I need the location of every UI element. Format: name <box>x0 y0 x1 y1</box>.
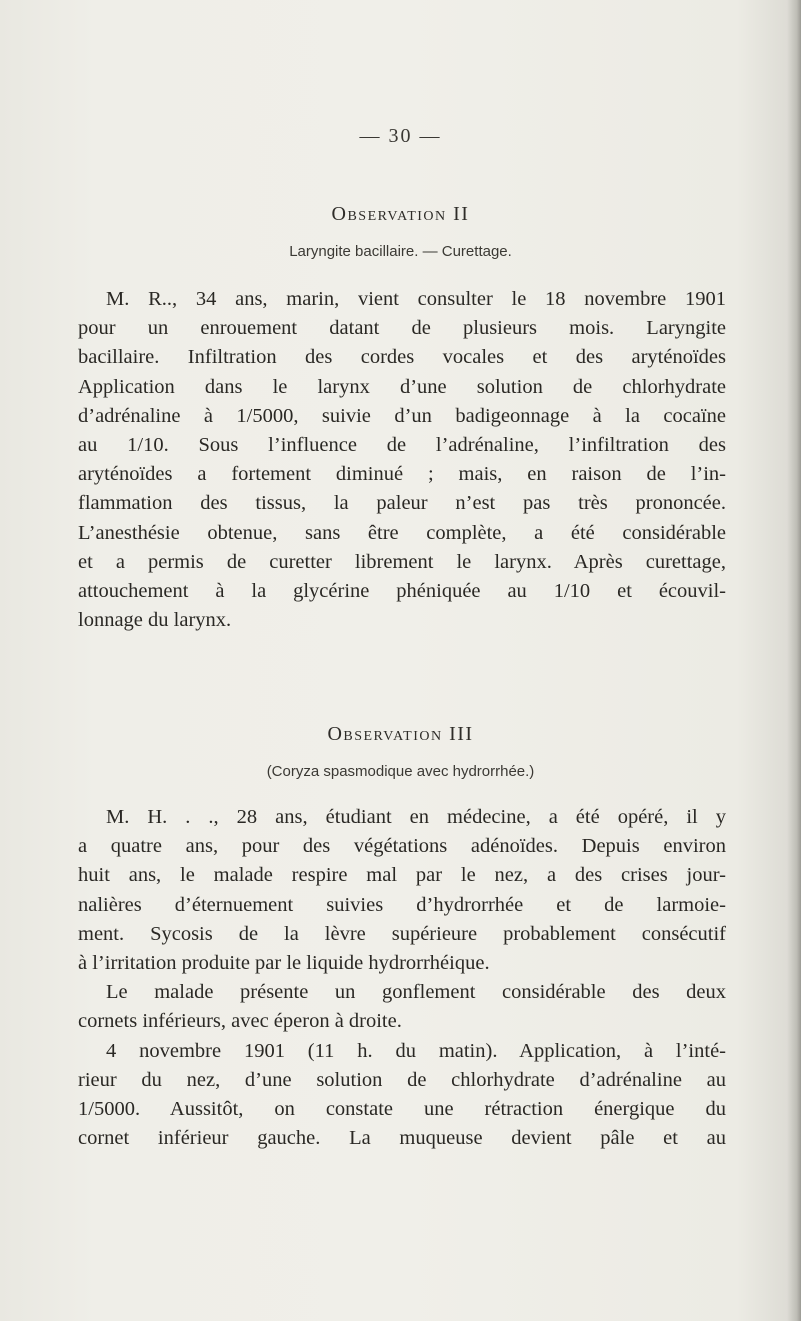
text-line: cornet inférieur gauche. La muqueuse devient pâle et au <box>78 1127 726 1150</box>
text-line: à l’irritation produite par le liquide hydrorrhéique. <box>78 952 490 975</box>
text-line: au 1/10. Sous l’influence de l’adrénaline, l’infiltration des <box>78 434 726 457</box>
text-line: ment. Sycosis de la lèvre supérieure probablement consécutif <box>78 922 726 945</box>
text-line: Application dans le larynx d’une solution de chlorhydrate <box>78 375 726 398</box>
observation-3-title: Observation III <box>327 723 474 745</box>
text-line: aryténoïdes a fortement diminué ; mais, en raison de l’in- <box>78 463 726 486</box>
text-line: huit ans, le malade respire mal par le nez, a des crises jour- <box>78 864 726 887</box>
text-line: pour un enrouement datant de plusieurs mois. Laryngite <box>78 317 726 340</box>
text-line: lonnage du larynx. <box>78 609 232 632</box>
page-number: — 30 — <box>359 125 442 147</box>
text-line: bacillaire. Infiltration des cordes vocales et des aryténoïdes <box>78 346 726 369</box>
text-line: flammation des tissus, la paleur n’est pas très prononcée. <box>78 492 726 515</box>
observation-3-body <box>78 803 726 1153</box>
observation-2-body <box>78 285 726 635</box>
text-line: attouchement à la glycérine phéniquée au 1/10 et écouvil- <box>78 580 726 603</box>
text-line: cornets inférieurs, avec éperon à droite. <box>78 1010 402 1033</box>
text-line: nalières d’éternuement suivies d’hydrorrhée et de larmoie- <box>78 893 726 916</box>
observation-3-subtitle: (Coryza spasmodique avec hydrorrhée.) <box>266 763 535 780</box>
text-line: a quatre ans, pour des végétations adénoïdes. Depuis environ <box>78 835 726 858</box>
observation-2-title: Observation II <box>331 203 470 225</box>
text-line: Le malade présente un gonflement considérable des deux <box>106 981 726 1004</box>
text-line: 1/5000. Aussitôt, on constate une rétraction énergique du <box>78 1098 726 1121</box>
text-line: 4 novembre 1901 (11 h. du matin). Application, à l’inté- <box>106 1039 726 1062</box>
observation-2-subtitle: Laryngite bacillaire. — Curettage. <box>289 243 512 260</box>
text-line: rieur du nez, d’une solution de chlorhydrate d’adrénaline au <box>78 1068 726 1091</box>
text-line: M. R.., 34 ans, marin, vient consulter le 18 novembre 1901 <box>106 288 726 310</box>
text-line: d’adrénaline à 1/5000, suivie d’un badigeonnage à la cocaïne <box>78 404 726 427</box>
page-edge-shadow <box>787 0 801 1321</box>
text-line: M. H. . ., 28 ans, étudiant en médecine, a été opéré, il y <box>106 806 726 828</box>
text-line: et a permis de curetter librement le larynx. Après curettage, <box>78 550 726 573</box>
text-line: L’anesthésie obtenue, sans être complète, a été considérable <box>78 521 726 544</box>
